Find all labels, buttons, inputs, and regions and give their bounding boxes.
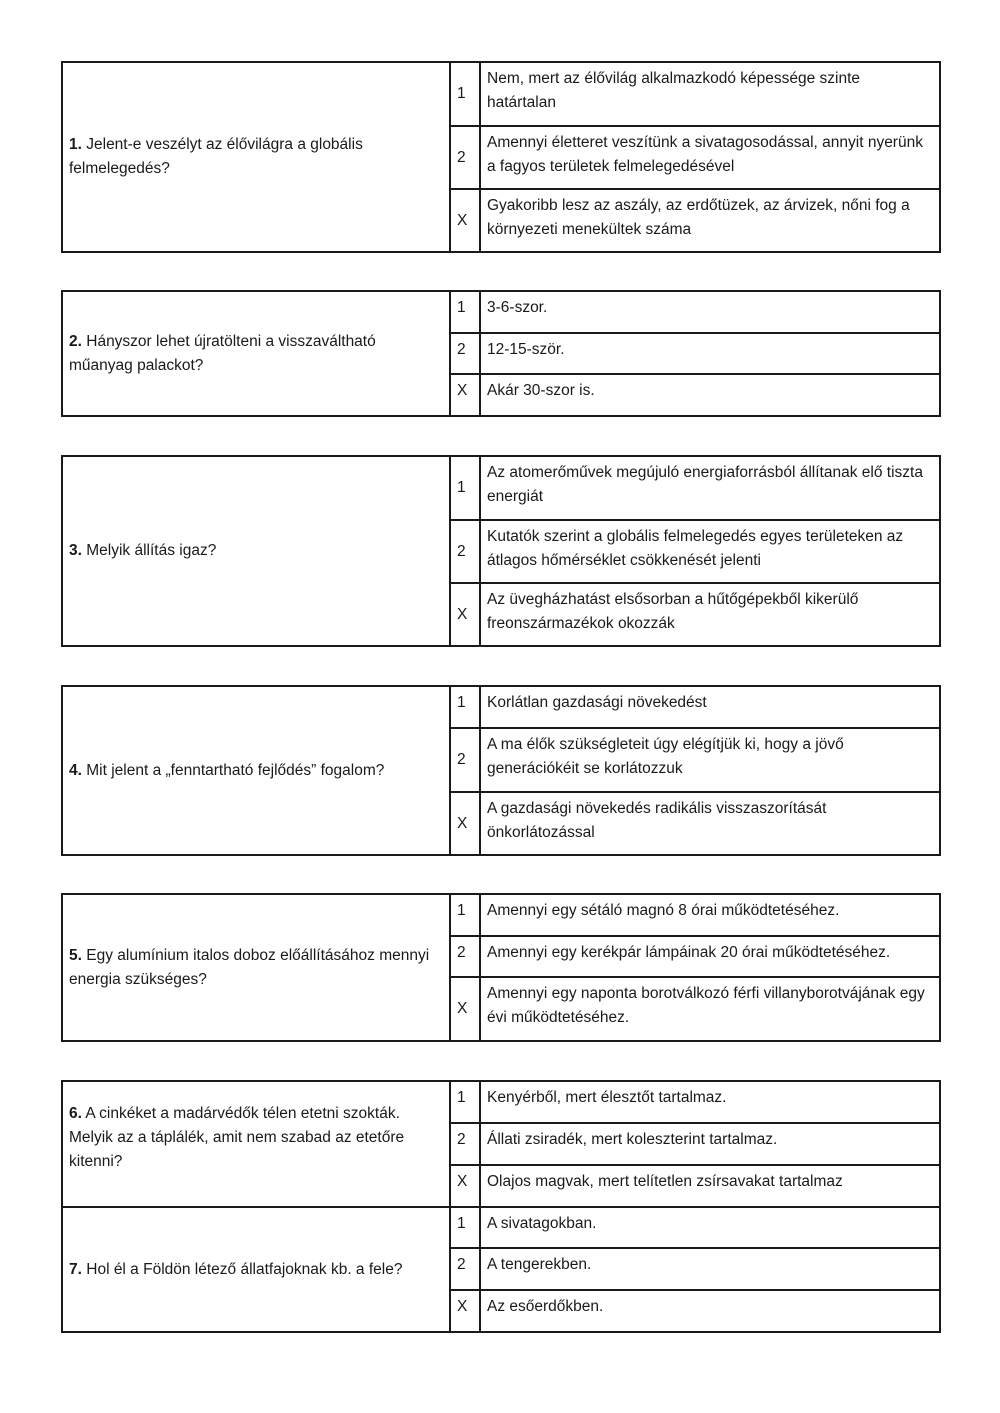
option-key: 2 [450,936,480,977]
option-text[interactable]: Az atomerőművek megújuló energiaforrásból állítanak elő tiszta energiát [480,456,940,520]
question-number: 5. [69,946,82,964]
option-key: X [450,1290,480,1332]
question-table-4 [61,685,941,856]
question-text: Melyik állítás igaz? [86,542,217,559]
option-key: 2 [450,520,480,583]
option-key: 1 [450,894,480,936]
option-key: 1 [450,456,480,520]
question-6 [62,1081,450,1207]
question-table-5 [61,893,941,1042]
option-text[interactable]: Amennyi egy sétáló magnó 8 órai működtetéséhez. [480,894,940,936]
question-number: 2. [69,332,82,350]
question-4 [62,686,450,855]
question-number: 1. [69,136,82,153]
option-text[interactable]: 3-6-szor. [480,291,940,333]
option-text[interactable]: A tengerekben. [480,1248,940,1290]
option-key: X [450,1165,480,1207]
option-key: 2 [450,333,480,374]
option-text[interactable]: Nem, mert az élővilág alkalmazkodó képessége szinte határtalan [480,62,940,126]
option-text[interactable]: A ma élők szükségleteit úgy elégítjük ki, hogy a jövő generációkéit se korlátozzuk [480,728,940,792]
option-text[interactable]: Az esőerdőkben. [480,1290,940,1332]
option-text[interactable]: Akár 30-szor is. [480,374,940,416]
question-table-3 [61,455,941,647]
option-key: X [450,792,480,855]
question-text: Jelent-e veszélyt az élővilágra a globális felmelegedés? [69,136,363,177]
option-text[interactable]: A sivatagokban. [480,1207,940,1248]
option-key: 1 [450,291,480,333]
question-3 [62,456,450,646]
question-text: Mit jelent a „fenntartható fejlődés” fogalom? [86,761,385,779]
option-key: X [450,977,480,1041]
question-text: Hol él a Földön létező állatfajoknak kb. a fele? [86,1260,403,1278]
question-number: 4. [69,761,82,779]
option-text[interactable]: Amennyi egy kerékpár lámpáinak 20 órai működtetéséhez. [480,936,940,977]
option-key: X [450,374,480,416]
question-text: Hányszor lehet újratölteni a visszaváltható műanyag palackot? [69,332,376,374]
option-text[interactable]: A gazdasági növekedés radikális visszaszorítását önkorlátozással [480,792,940,855]
question-5 [62,894,450,1041]
option-key: 2 [450,1123,480,1165]
question-table-6-7 [61,1080,941,1333]
option-text[interactable]: Korlátlan gazdasági növekedést [480,686,940,728]
question-1 [62,62,450,252]
option-text[interactable]: Kutatók szerint a globális felmelegedés egyes területeken az átlagos hőmérséklet csökkenését jelenti [480,520,940,583]
question-number: 3. [69,542,82,559]
question-text: A cinkéket a madárvédők télen etetni szokták. Melyik az a táplálék, amit nem szabad az etetőre kitenni? [69,1105,405,1170]
question-table-2 [61,290,941,417]
option-text[interactable]: Állati zsiradék, mert koleszterint tartalmaz. [480,1123,940,1165]
option-key: X [450,189,480,252]
option-text[interactable]: Olajos magvak, mert telítetlen zsírsavakat tartalmaz [480,1165,940,1207]
option-text[interactable]: Az üvegházhatást elsősorban a hűtőgépekből kikerülő freonszármazékok okozzák [480,583,940,646]
question-text: Egy alumínium italos doboz előállításához mennyi energia szükséges? [69,946,430,988]
option-key: 1 [450,1207,480,1248]
option-key: 2 [450,728,480,792]
question-table-1 [61,61,941,253]
option-text[interactable]: Amennyi egy naponta borotválkozó férfi villanyborotvájának egy évi működtetéséhez. [480,977,940,1041]
question-number: 7. [69,1260,82,1278]
option-text[interactable]: Gyakoribb lesz az aszály, az erdőtüzek, az árvizek, nőni fog a környezeti menekültek száma [480,189,940,252]
option-key: 2 [450,126,480,189]
question-number: 6. [69,1105,82,1122]
option-key: X [450,583,480,646]
option-text[interactable]: Kenyérből, mert élesztőt tartalmaz. [480,1081,940,1123]
option-key: 2 [450,1248,480,1290]
option-key: 1 [450,686,480,728]
question-7 [62,1207,450,1332]
option-key: 1 [450,62,480,126]
option-text[interactable]: 12-15-ször. [480,333,940,374]
question-2 [62,291,450,416]
option-text[interactable]: Amennyi életteret veszítünk a sivatagosodással, annyit nyerünk a fagyos területek felmelegedésével [480,126,940,189]
option-key: 1 [450,1081,480,1123]
